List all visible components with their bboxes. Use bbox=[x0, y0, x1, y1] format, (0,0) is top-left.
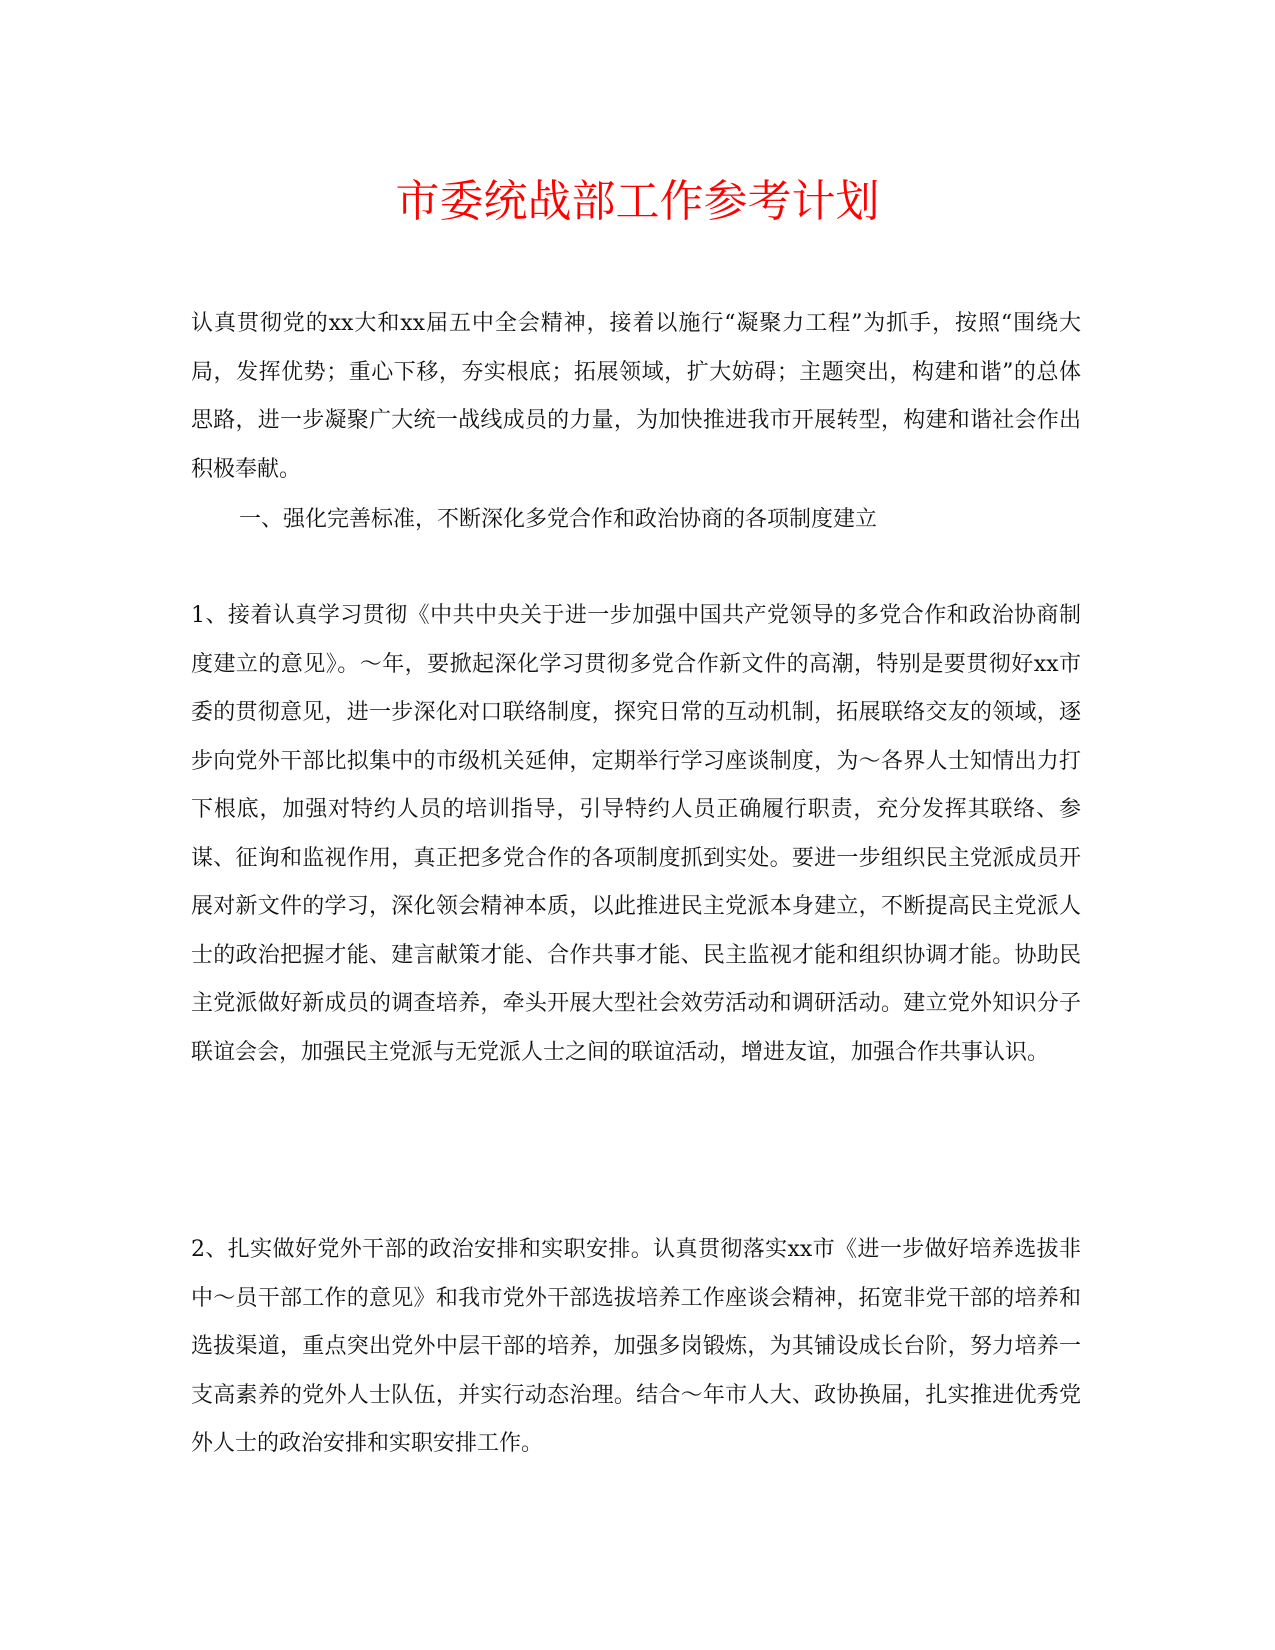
item-2-paragraph: 2、扎实做好党外干部的政治安排和实职安排。认真贯彻落实xx市《进一步做好培养选拔非中～员干部工作的意见》和我市党外干部选拔培养工作座谈会精神，拓宽非党干部的培养和选拔渠道，重点突出党外中层干部的培养，加强多岗锻炼，为其铺设成长台阶，努力培养一支高素养的党外人士队伍，并实行动态治理。结合～年市人大、政协换届，扎实推进优秀党外人士的政治安排和实职安排工作。 bbox=[191, 1237, 1081, 1456]
section-1-heading: 一、强化完善标准，不断深化多党合作和政治协商的各项制度建立 bbox=[239, 507, 878, 532]
item-1-paragraph: 1、接着认真学习贯彻《中共中央关于进一步加强中国共产党领导的多党合作和政治协商制度建立的意见》。～年，要掀起深化学习贯彻多党合作新文件的高潮，特别是要贯彻好xx市委的贯彻意见，进一步深化对口联络制度，探究日常的互动机制，拓展联络交友的领域，逐步向党外干部比拟集中的市级机关延伸，定期举行学习座谈制度，为～各界人士知情出力打下根底，加强对特约人员的培训指导，引导特约人员正确履行职责，充分发挥其联络、参谋、征询和监视作用，真正把多党合作的各项制度抓到实处。要进一步组织民主党派成员开展对新文件的学习，深化领会精神本质，以此推进民主党派本身建立，不断提高民主党派人士的政治把握才能、建言献策才能、合作共事才能、民主监视才能和组织协调才能。协助民主党派做好新成员的调查培养，牵头开展大型社会效劳活动和调研活动。建立党外知识分子联谊会会，加强民主党派与无党派人士之间的联谊活动，增进友谊，加强合作共事认识。 bbox=[191, 603, 1081, 1065]
intro-paragraph: 认真贯彻党的xx大和xx届五中全会精神，接着以施行“凝聚力工程”为抓手，按照“围绕大局，发挥优势；重心下移，夯实根底；拓展领域，扩大妨碍；主题突出，构建和谐”的总体思路，进一步凝聚广大统一战线成员的力量，为加快推进我市开展转型，构建和谐社会作出积极奉献。 bbox=[191, 311, 1081, 482]
document-title: 市委统战部工作参考计划 bbox=[395, 176, 880, 227]
